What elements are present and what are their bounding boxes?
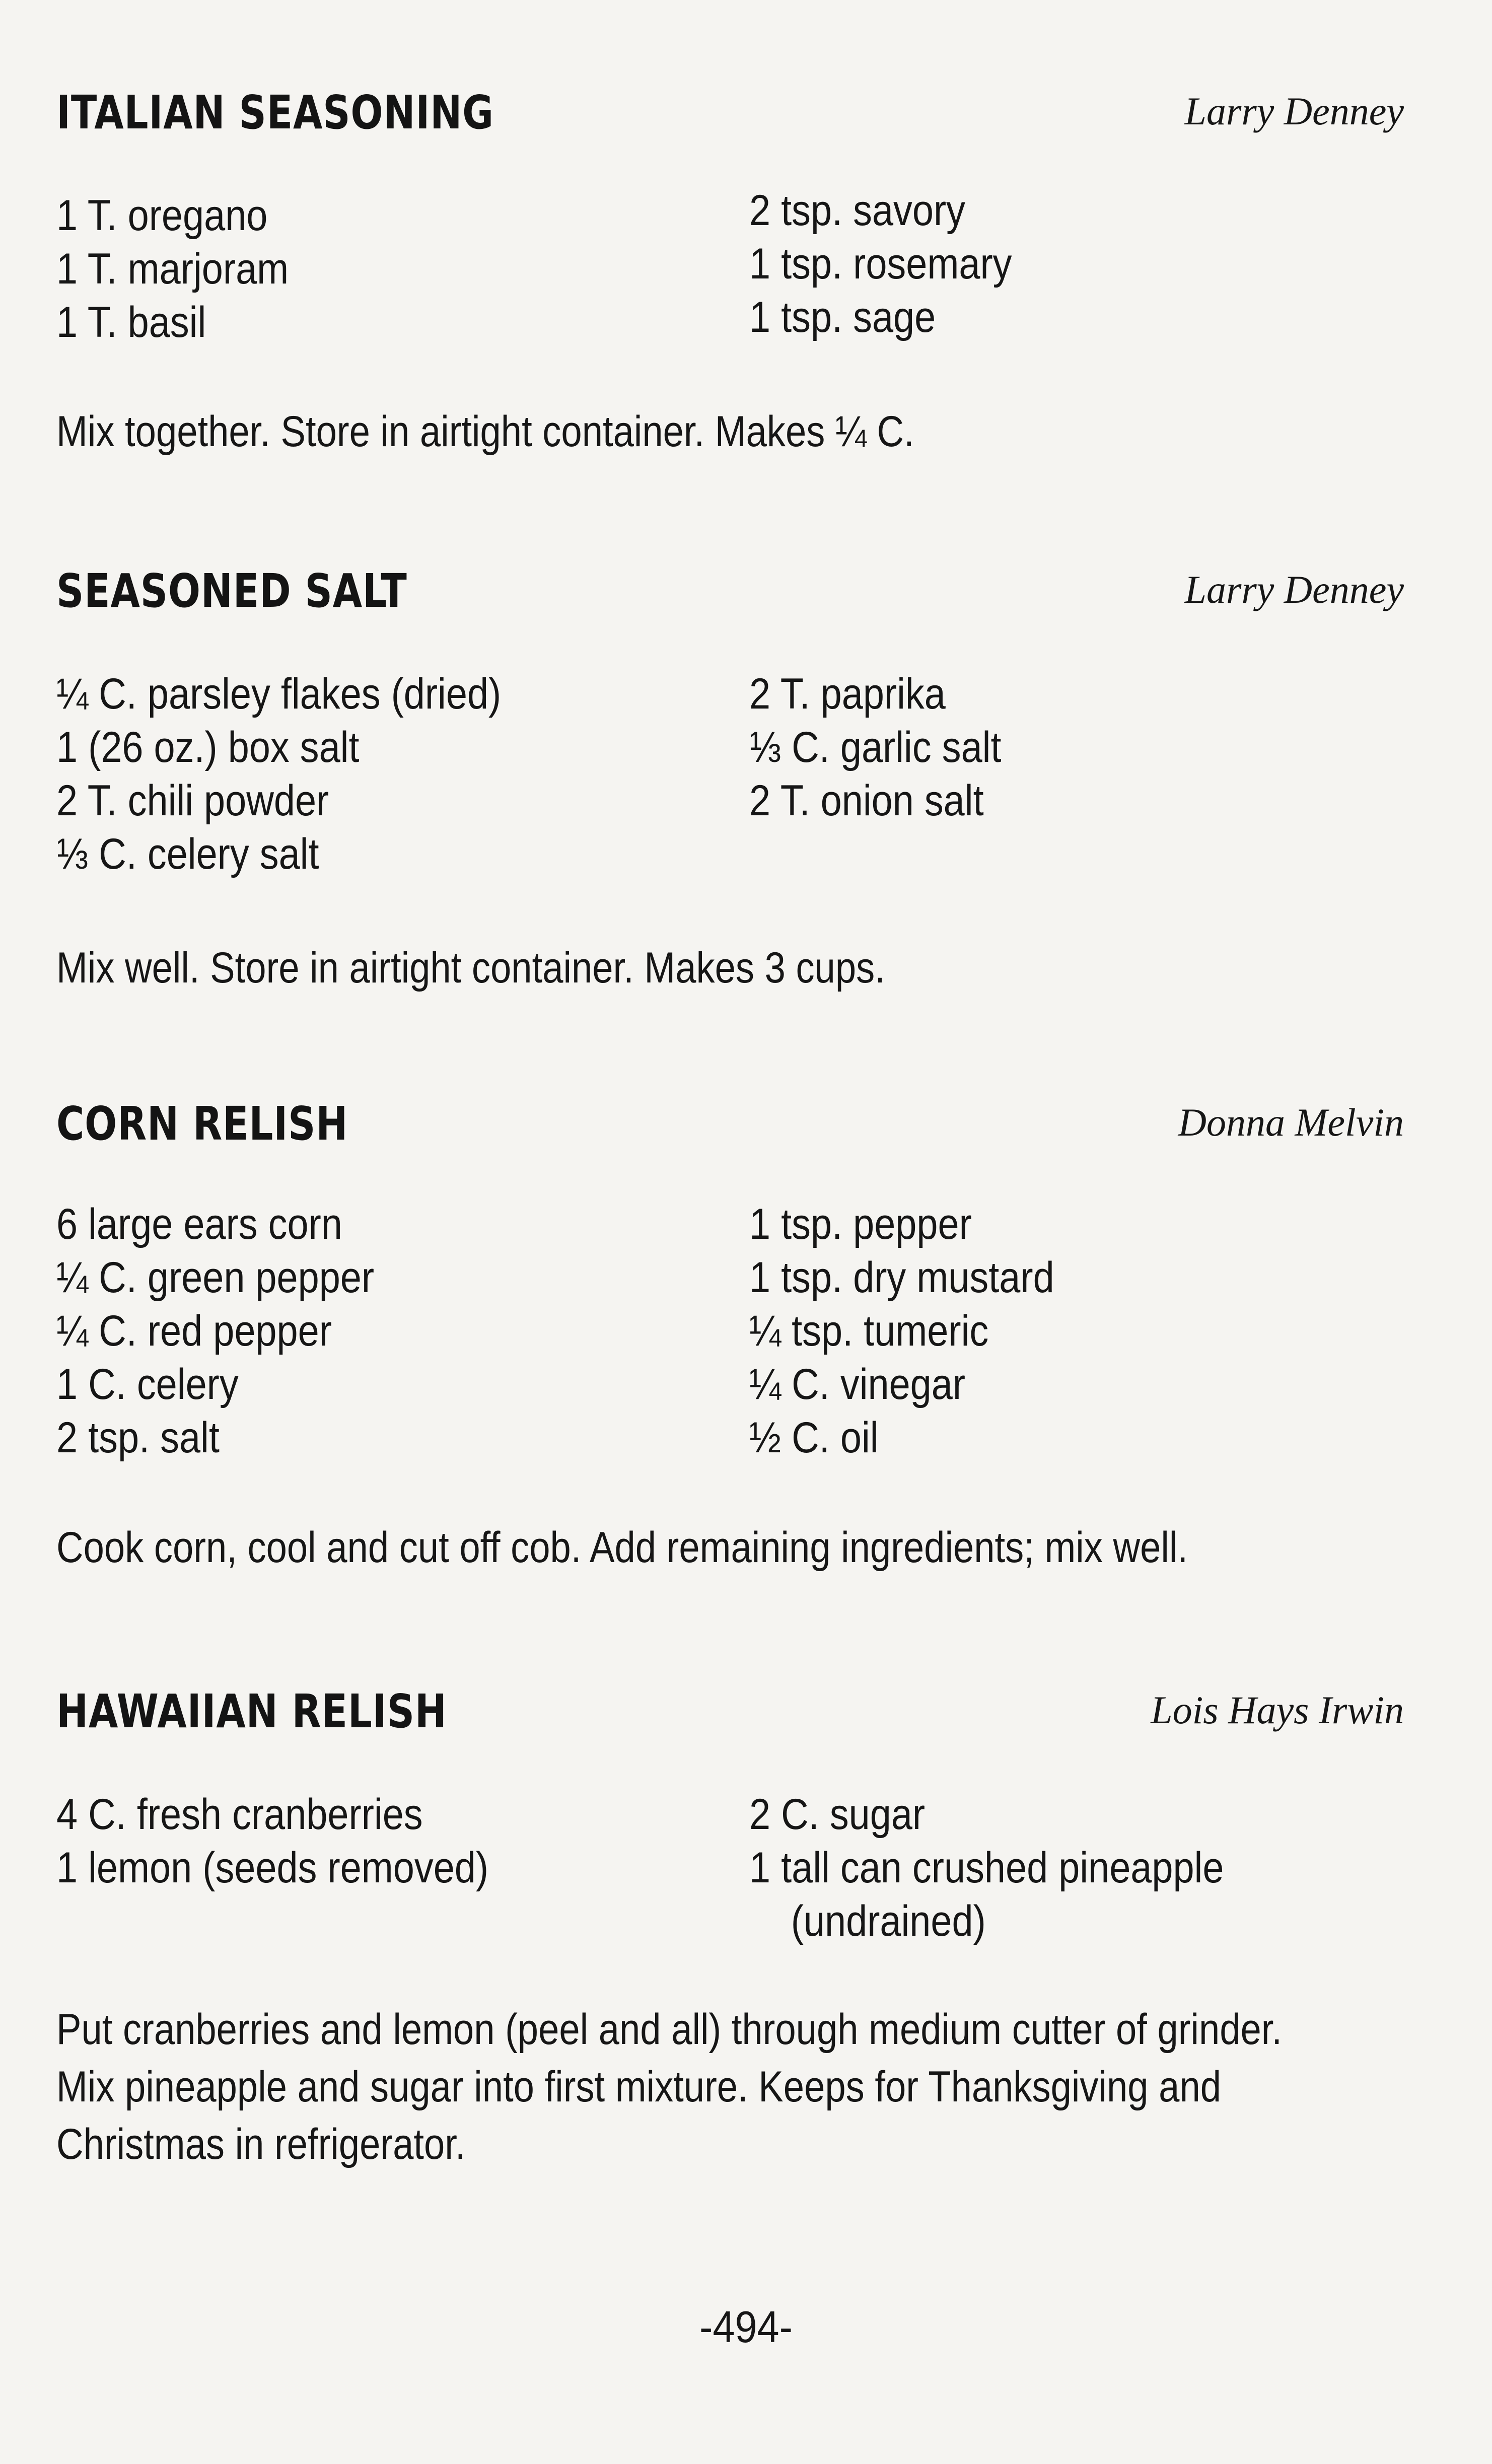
ingredient: 2 C. sugar: [749, 1790, 926, 1839]
ingredient: 1 tsp. rosemary: [749, 240, 1012, 288]
ingredient: ¼ C. green pepper: [56, 1253, 375, 1302]
ingredients-left: [56, 189, 320, 349]
ingredient: 4 C. fresh cranberries: [56, 1790, 423, 1839]
ingredient: 1 tsp. dry mustard: [749, 1253, 1054, 1302]
ingredient: ⅓ C. celery salt: [56, 830, 319, 878]
ingredient: 1 (26 oz.) box salt: [56, 723, 360, 771]
ingredients-left: [56, 667, 562, 881]
instruction-line: Mix pineapple and sugar into first mixture. Keeps for Thanksgiving and: [56, 2063, 1222, 2111]
page-number: -494-: [699, 2302, 793, 2352]
ingredient-continued: (undrained): [791, 1897, 986, 1945]
recipe-author: Larry Denney: [1184, 89, 1404, 133]
ingredients-right: [749, 184, 1048, 344]
ingredient: 2 T. paprika: [749, 670, 946, 718]
ingredient: ¼ tsp. tumeric: [749, 1307, 989, 1355]
recipe-instructions: [56, 2001, 1403, 2173]
ingredient: 1 C. celery: [56, 1360, 239, 1409]
recipe-title: SEASONED SALT: [56, 564, 407, 618]
ingredient: 2 tsp. savory: [749, 186, 966, 235]
recipe-title: CORN RELISH: [56, 1097, 348, 1151]
recipe-author: Donna Melvin: [1178, 1100, 1404, 1144]
ingredient: ⅓ C. garlic salt: [749, 723, 1002, 771]
ingredient: 2 T. onion salt: [749, 777, 984, 825]
recipe-author: Larry Denney: [1184, 568, 1404, 611]
ingredient: 1 T. marjoram: [56, 245, 289, 293]
ingredient: 1 T. oregano: [56, 191, 268, 240]
ingredient: ¼ C. parsley flakes (dried): [56, 670, 502, 718]
ingredients-right: [749, 1788, 1289, 1948]
recipe-instructions: Mix well. Store in airtight container. Makes 3 cups.: [56, 944, 885, 992]
instruction-line: Put cranberries and lemon (peel and all) through medium cutter of grinder.: [56, 2005, 1283, 2054]
ingredients-left: [56, 1198, 417, 1464]
ingredient: 1 tsp. pepper: [749, 1200, 972, 1248]
ingredient: ¼ C. vinegar: [749, 1360, 966, 1409]
ingredient: ¼ C. red pepper: [56, 1307, 332, 1355]
ingredient: 1 lemon (seeds removed): [56, 1844, 489, 1892]
ingredient: ½ C. oil: [749, 1414, 879, 1462]
ingredients-right: [749, 1198, 1096, 1464]
ingredient: 1 tall can crushed pineapple: [749, 1844, 1224, 1892]
recipe-instructions: Cook corn, cool and cut off cob. Add remaining ingredients; mix well.: [56, 1523, 1188, 1572]
ingredient: 2 tsp. salt: [56, 1414, 220, 1462]
ingredient: 6 large ears corn: [56, 1200, 342, 1248]
recipe-title: HAWAIIAN RELISH: [56, 1684, 447, 1738]
ingredient: 1 tsp. sage: [749, 293, 936, 341]
instruction-line: Christmas in refrigerator.: [56, 2120, 466, 2168]
recipe-instructions: Mix together. Store in airtight container. Makes ¼ C.: [56, 407, 914, 456]
ingredient: 2 T. chili powder: [56, 777, 329, 825]
ingredient: 1 T. basil: [56, 298, 206, 346]
recipe-title: ITALIAN SEASONING: [56, 86, 494, 139]
ingredients-left: [56, 1788, 547, 1894]
ingredients-right: [749, 667, 1036, 827]
recipe-author: Lois Hays Irwin: [1151, 1688, 1404, 1732]
